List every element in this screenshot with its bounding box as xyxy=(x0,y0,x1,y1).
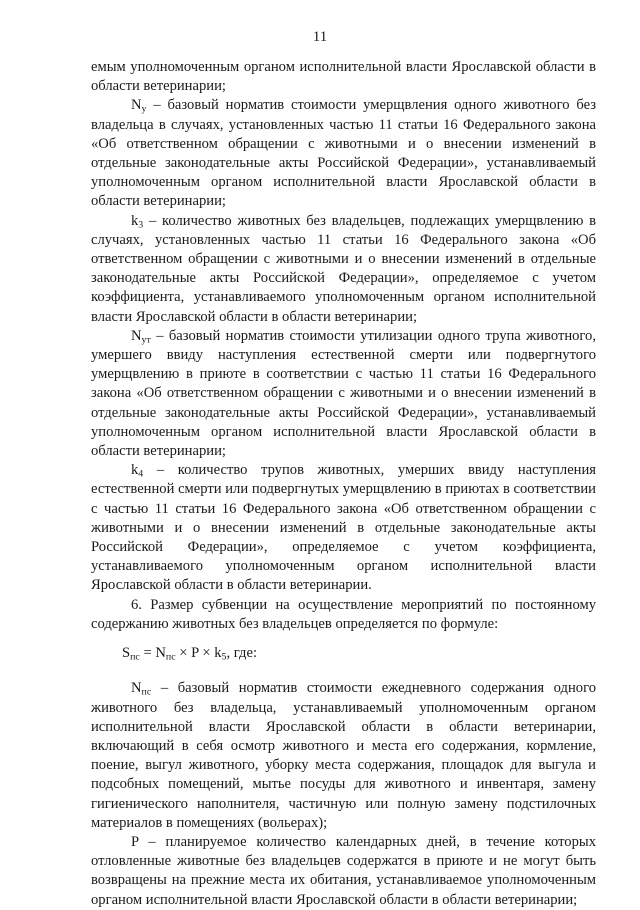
subscript-pc: пс xyxy=(165,651,176,663)
paragraph-p-definition xyxy=(91,833,596,910)
subscript-y: у xyxy=(141,103,147,115)
paragraph-k3-definition xyxy=(91,212,596,327)
formula-equals: = xyxy=(139,645,156,662)
symbol-n: N xyxy=(131,97,142,114)
paragraph-text: – базовый норматив стоимости умерщвления одного животного без владельца в случаях, установленных частью 11 статьи 16 Федерального закона «Об ответственном обращении с животными и о внесении изменений в отдельные законодательные акты Российской Федерации», устанавливаемый уполномоченным органом исполнительной власти Ярославской области в области ветеринарии; xyxy=(91,97,596,210)
subscript-pc: пс xyxy=(130,651,140,663)
symbol-k: k xyxy=(131,462,139,479)
symbol-n: N xyxy=(131,680,142,697)
paragraph-text: P – планируемое количество календарных дней, в течение которых отловленные животные без владельцев содержатся в приюте и не могут быть возвращены на прежние места их обитания, устанавливаемое уполномоченным органом исполнительной власти Ярославской области в области ветеринарии; xyxy=(91,833,596,908)
page-number: 11 xyxy=(312,29,328,45)
paragraph-continuation xyxy=(91,58,596,96)
paragraph-nyt-definition xyxy=(91,327,596,461)
symbol-n: N xyxy=(131,327,142,344)
formula-times-p: × P × xyxy=(175,645,215,662)
subscript-5: 5 xyxy=(221,651,227,663)
paragraph-text: 6. Размер субвенции на осуществление мероприятий по постоянному содержанию животных без владельцев определяется по формуле: xyxy=(91,596,596,632)
symbol-k: k xyxy=(214,645,222,662)
formula-tail: , где: xyxy=(226,645,258,662)
paragraph-item-6 xyxy=(91,596,596,634)
paragraph-text: – базовый норматив стоимости утилизации одного трупа животного, умершего ввиду наступления естественной смерти или подвергнутого умерщвлению в приюте в соответствии с частью 11 статьи 16 Федерального закона «Об ответственном обращении с животными и о внесении изменений в отдельные законодательные акты Российской Федерации», устанавливаемый уполномоченным органом исполнительной власти Ярославской области в области ветеринарии; xyxy=(91,327,596,460)
formula-spc xyxy=(91,644,596,663)
paragraph-text: емым уполномоченным органом исполнительной власти Ярославской области в области ветеринарии; xyxy=(91,59,596,95)
subscript-3: 3 xyxy=(138,219,144,231)
document-body xyxy=(91,58,596,910)
paragraph-npc-definition xyxy=(91,679,596,833)
paragraph-k4-definition xyxy=(91,461,596,595)
subscript-pc: пс xyxy=(141,686,152,698)
symbol-k: k xyxy=(131,212,139,229)
paragraph-text: – количество животных без владельцев, подлежащих умерщвлению в случаях, установленных частью 11 статьи 16 Федерального закона «Об ответственном обращении с животными и о внесении изменений в отдельные законодательные акты Российской Федерации», определяемое с учетом коэффициента, устанавливаемого уполномоченным органом исполнительной власти Ярославской области в области ветеринарии; xyxy=(91,212,596,325)
subscript-yt: ут xyxy=(141,334,151,346)
paragraph-text: – базовый норматив стоимости ежедневного содержания одного животного без владельца, устанавливаемый уполномоченным органом исполнительной власти Ярославской области в области ветеринарии, включающий в себя осмотр животного и места его содержания, кормление, поение, выгул животного, уборку места содержания, площадок для выгула и подсобных помещений, мытье посуды для животного и инвентаря, замену гигиенического наполнителя, частичную или полную замену подстилочных материалов в помещениях (вольерах); xyxy=(91,680,596,831)
symbol-s: S xyxy=(122,645,131,662)
subscript-4: 4 xyxy=(138,468,144,480)
symbol-n: N xyxy=(155,645,166,662)
paragraph-ny-definition xyxy=(91,96,596,211)
paragraph-text: – количество трупов животных, умерших ввиду наступления естественной смерти или подвергнутых умерщвлению в приютах в соответствии с частью 11 статьи 16 Федерального закона «Об ответственном обращении с животными и о внесении изменений в отдельные законодательные акты Российской Федерации», определяемое с учетом коэффициента, устанавливаемого уполномоченным органом исполнительной власти Ярославской области в области ветеринарии. xyxy=(91,462,596,594)
